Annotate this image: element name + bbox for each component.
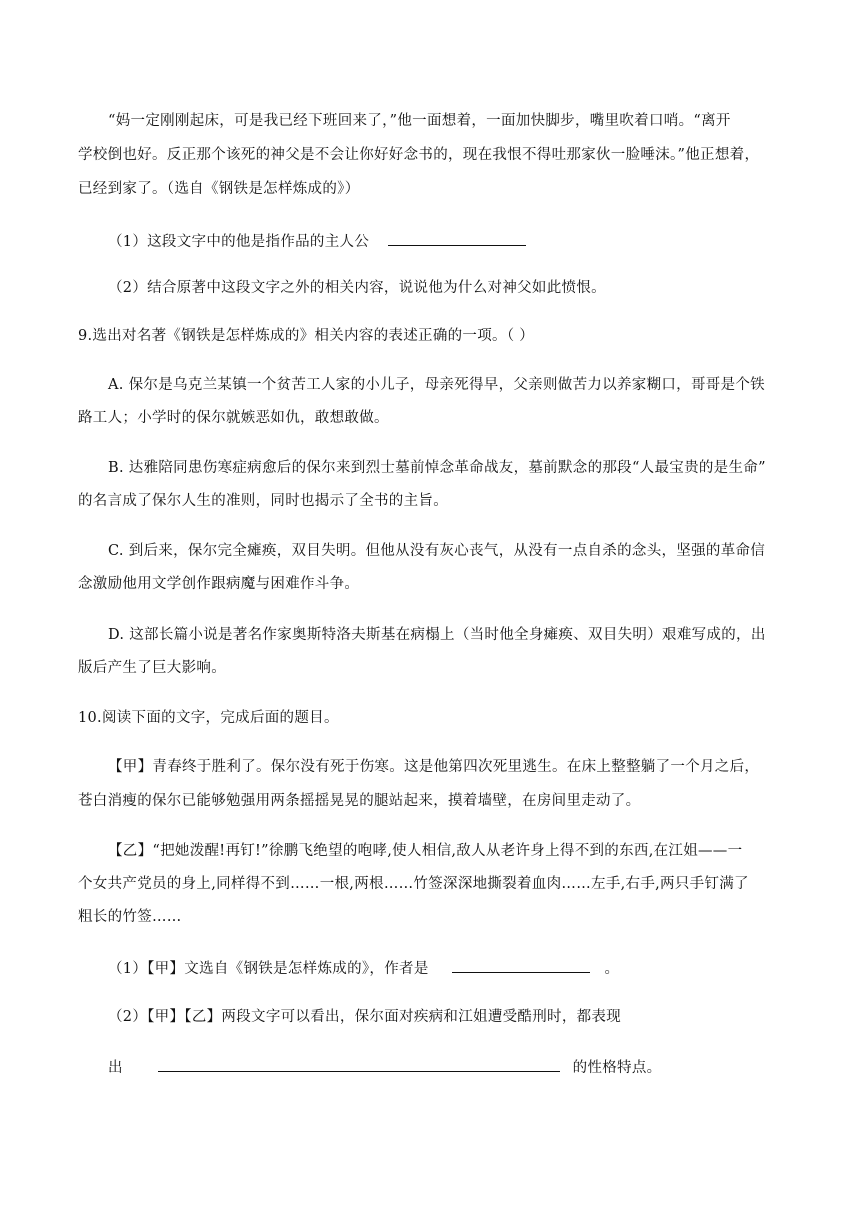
q9-option-b-line1: B. 达雅陪同患伤寒症病愈后的保尔来到烈士墓前悼念革命战友，墓前默念的那段“人最宝贵的是生命” <box>108 460 766 476</box>
q10-sub1-period: 。 <box>604 961 620 977</box>
q9-option-b-line2: 的名言成了保尔人生的准则，同时也揭示了全书的主旨。 <box>78 493 448 509</box>
q10-sub1-answer-blank[interactable] <box>452 957 590 973</box>
q10-sub1 <box>108 957 619 979</box>
q8-sub1-text: （1）这段文字中的他是指作品的主人公 <box>108 234 370 250</box>
q9-option-d-line1: D. 这部长篇小说是著名作家奥斯特洛夫斯基在病榻上（当时他全身瘫痪、双目失明）艰难写成的，出 <box>108 627 766 643</box>
q10-jia-line2: 苍白消瘦的保尔已能够勉强用两条摇摇晃晃的腿站起来，摸着墙壁，在房间里走动了。 <box>78 793 641 809</box>
q9-option-a-line1: A. 保尔是乌克兰某镇一个贫苦工人家的小儿子，母亲死得早，父亲则做苦力以养家糊口，哥哥是个铁 <box>108 377 765 393</box>
q10-sub1-text: （1）【甲】文选自《钢铁是怎样炼成的》，作者是 <box>108 961 429 977</box>
passage-line-2: 学校倒也好。反正那个该死的神父是不会让你好好念书的，现在我恨不得吐那家伙一脸唾沫。”他正想着， <box>78 147 760 163</box>
q9-option-d-line2: 版后产生了巨大影响。 <box>78 660 226 676</box>
q9-option-a-line2: 路工人；小学时的保尔就嫉恶如仇，敢想敢做。 <box>78 410 389 426</box>
q8-answer-blank[interactable] <box>388 230 526 246</box>
q10-sub2-prefix: 出 <box>108 1060 123 1076</box>
q10-sub2-line1: （2）【甲】【乙】两段文字可以看出，保尔面对疾病和江姐遭受酷刑时，都表现 <box>108 1009 622 1025</box>
q10-sub2-line2 <box>108 1056 661 1078</box>
q10-sub2-answer-blank[interactable] <box>158 1056 560 1072</box>
q8-sub1 <box>108 230 526 252</box>
passage-line-3: 已经到家了。（选自《钢铁是怎样炼成的》） <box>78 181 360 197</box>
q9-option-c-line2: 念激励他用文学创作跟病魔与困难作斗争。 <box>78 576 360 592</box>
q10-yi-line3: 粗长的竹签…… <box>78 909 182 925</box>
q8-sub2: （2）结合原著中这段文字之外的相关内容，说说他为什么对神父如此愤恨。 <box>108 280 606 296</box>
q10-stem: 10.阅读下面的文字，完成后面的题目。 <box>78 710 339 726</box>
q10-jia-line1: 【甲】青春终于胜利了。保尔没有死于伤寒。这是他第四次死里逃生。在床上整整躺了一个月之后， <box>108 759 760 775</box>
q10-yi-line1: 【乙】“把她泼醒!再钉!”徐鹏飞绝望的咆哮,使人相信,敌人从老许身上得不到的东西,在江姐——一 <box>108 843 743 859</box>
q10-sub2-suffix: 的性格特点。 <box>572 1060 662 1076</box>
q10-yi-line2: 个女共产党员的身上,同样得不到……一根,两根……竹签深深地撕裂着血肉……左手,右手,两只手钉满了 <box>78 876 749 892</box>
passage-line-1: “妈一定刚刚起床，可是我已经下班回来了，”他一面想着，一面加快脚步，嘴里吹着口哨。“离开 <box>108 113 731 129</box>
q9-stem: 9.选出对名著《钢铁是怎样炼成的》相关内容的表述正确的一项。（ ） <box>78 328 535 344</box>
q9-option-c-line1: C. 到后来，保尔完全瘫痪，双目失明。但他从没有灰心丧气，从没有一点自杀的念头，坚强的革命信 <box>108 543 766 559</box>
